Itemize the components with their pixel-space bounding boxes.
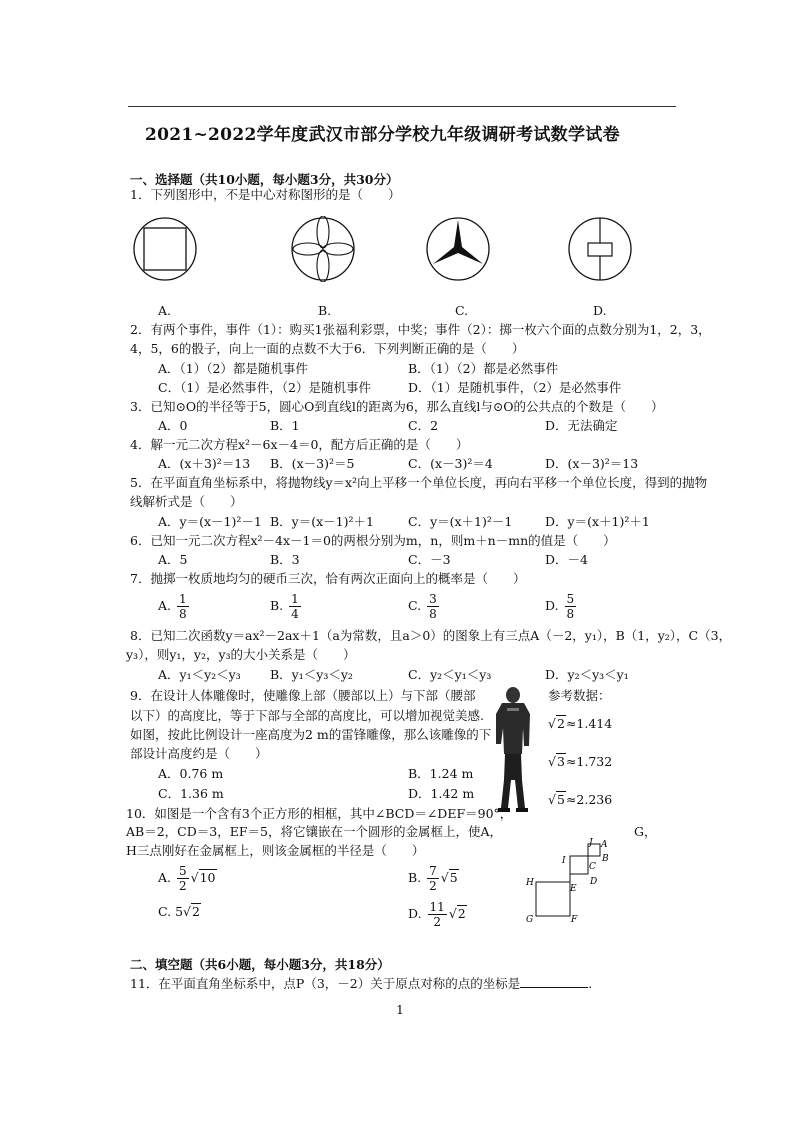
denominator: 8: [429, 607, 437, 621]
q1-figure-d: [567, 216, 633, 282]
question-stem: 部设计高度约是（ ）: [130, 746, 268, 761]
radicand: 2: [556, 716, 565, 731]
option-d: D．1.42 m: [408, 786, 475, 801]
denominator: 2: [179, 879, 187, 893]
fraction: [177, 592, 189, 621]
question-stem: y₃），则y₁，y₂，y₃的大小关系是（ ）: [126, 647, 356, 662]
option-b: B．y₁＜y₃＜y₂: [270, 667, 353, 682]
sqrt: √5: [440, 870, 458, 885]
point-label: E: [570, 884, 577, 894]
denominator: 4: [291, 607, 299, 621]
numerator: 1: [179, 592, 187, 606]
fraction: [427, 592, 439, 621]
question-stem: 4，5，6的骰子，向上一面的点数不大于6．下列判断正确的是（ ）: [130, 341, 525, 356]
option-d: D．无法确定: [545, 418, 618, 433]
point-label: G: [526, 915, 534, 925]
question-stem: 9．在设计人体雕像时，使雕像上部（腰部以上）与下部（腰部: [130, 688, 476, 703]
point-label: F: [571, 915, 578, 925]
radicand: 2: [192, 904, 200, 919]
question-text: 11．在平面直角坐标系中，点P（3，－2）关于原点对称的点的坐标是: [130, 976, 521, 991]
fraction: [427, 864, 439, 893]
option-label: C.: [158, 904, 172, 919]
sqrt: √2: [448, 906, 466, 921]
question-stem: 3．已知⊙O的半径等于5，圆心O到直线l的距离为6，那么直线l与⊙O的公共点的个数是（ ）: [130, 399, 664, 414]
reference-sqrt2: [548, 716, 612, 732]
option-b: B．（1）（2）都是必然事件: [408, 361, 559, 376]
option-a: [158, 864, 217, 893]
sqrt: √3: [548, 754, 565, 769]
option-c: C.: [455, 303, 469, 318]
option-b: [408, 864, 459, 893]
reference-sqrt5: [548, 792, 612, 808]
option-c: C．－3: [408, 552, 451, 567]
option-b: B．1.24 m: [408, 766, 474, 781]
option-c: C．2: [408, 418, 439, 433]
option-d: D．－4: [545, 552, 588, 567]
reference-title: 参考数据：: [548, 688, 611, 703]
question-stem: 10．如图是一个含有3个正方形的相框，其中∠BCD＝∠DEF＝90°，: [126, 806, 513, 821]
page-number: 1: [396, 1002, 404, 1017]
option-b: B．1: [270, 418, 300, 433]
radicand: 3: [556, 754, 565, 769]
option-a: A．5: [158, 552, 188, 567]
numerator: 7: [429, 864, 437, 878]
denominator: 8: [179, 607, 187, 621]
option-a: A．(x＋3)²＝13: [158, 456, 251, 471]
question-stem: 5．在平面直角坐标系中，将抛物线y＝x²向上平移一个单位长度，再向右平移一个单位长度，得到的抛物: [130, 475, 708, 490]
option-a: A．y₁＜y₂＜y₃: [158, 667, 241, 682]
question-stem: AB＝2，CD＝3，EF＝5，将它镶嵌在一个圆形的金属框上，使A，: [126, 824, 502, 839]
option-d: D．（1）是随机事件，（2）是必然事件: [408, 380, 622, 395]
question-stem: 线解析式是（ ）: [130, 494, 243, 509]
q1-figure-b: [290, 216, 356, 282]
point-label: H: [526, 878, 534, 888]
statue-figure: [489, 684, 537, 814]
numerator: 3: [429, 592, 437, 606]
option-a: A．0: [158, 418, 188, 433]
option-label: B.: [408, 870, 422, 885]
option-d: [545, 592, 578, 621]
numerator: 5: [566, 592, 575, 606]
option-b: B．3: [270, 552, 300, 567]
option-c: [408, 592, 441, 621]
reference-sqrt3: [548, 754, 612, 770]
radicand: 2: [457, 906, 466, 921]
fraction: [177, 864, 189, 893]
option-a: A．0.76 m: [158, 766, 224, 781]
question-stem: 如图，按此比例设计一座高度为2 m的雷锋雕像，那么该雕像的下: [130, 727, 492, 742]
option-label: B.: [270, 598, 284, 613]
option-c: [158, 904, 201, 920]
option-d: D．(x－3)²＝13: [545, 456, 639, 471]
point-label: D: [590, 877, 598, 887]
fraction: [289, 592, 301, 621]
approx-value: ≈2.236: [565, 792, 613, 807]
question-stem: H三点刚好在金属框上，则该金属框的半径是（ ）: [126, 843, 425, 858]
option-a: A.: [158, 303, 172, 318]
section-header: 二、填空题（共6小题，每小题3分，共18分）: [130, 957, 390, 972]
option-c: C．(x－3)²＝4: [408, 456, 493, 471]
radicand: 10: [199, 870, 216, 885]
question-stem: [130, 975, 592, 992]
question-stem: 1．下列图形中，不是中心对称图形的是（ ）: [130, 187, 401, 202]
option-c: C．1.36 m: [158, 786, 224, 801]
question-stem: 6．已知一元二次方程x²－4x－1＝0的两根分别为m，n，则m＋n－mn的值是（ ）: [130, 533, 616, 548]
page-title: 2021~2022学年度武汉市部分学校九年级调研考试数学试卷: [145, 125, 620, 145]
point-label: I: [562, 856, 566, 866]
question-stem: 8．已知二次函数y＝ax²－2ax＋1（a为常数，且a＞0）的图象上有三点A（－2，y₁），B（1，y₂），C（3，: [130, 628, 732, 643]
radicand: 5: [449, 870, 458, 885]
q1-figure-c: [425, 216, 491, 282]
denominator: 2: [433, 915, 441, 929]
numerator: 11: [429, 900, 445, 914]
question-stem: 7．抛掷一枚质地均匀的硬币三次，恰有两次正面向上的概率是（ ）: [130, 571, 526, 586]
option-b: B．(x－3)²＝5: [270, 456, 355, 471]
approx-value: ≈1.414: [565, 716, 613, 731]
option-b: B．y＝(x－1)²＋1: [270, 514, 374, 529]
option-a: A．（1）（2）都是随机事件: [158, 361, 308, 376]
option-b: [270, 592, 303, 621]
option-a: [158, 592, 191, 621]
question-stem: 2．有两个事件，事件（1）：购买1张福利彩票，中奖；事件（2）：掷一枚六个面的点数分别为1，2，3，: [130, 322, 711, 337]
option-d: [408, 900, 467, 929]
option-d: D．y＝(x＋1)²＋1: [545, 514, 650, 529]
point-label: B: [602, 854, 609, 864]
coefficient: 5: [175, 904, 184, 919]
q1-figure-a: [132, 216, 198, 282]
option-a: A．y＝(x－1)²－1: [158, 514, 262, 529]
sqrt: √2: [548, 716, 565, 731]
option-label: D.: [408, 906, 422, 921]
point-label: J: [589, 838, 593, 848]
point-label: A: [601, 840, 608, 850]
option-d: D.: [593, 303, 607, 318]
option-b: B.: [318, 303, 332, 318]
sqrt: √5: [548, 792, 565, 807]
radicand: 5: [556, 792, 565, 807]
question-stem: G，: [634, 824, 657, 839]
denominator: 2: [429, 879, 437, 893]
sqrt: √2: [183, 904, 200, 919]
denominator: 8: [566, 607, 575, 621]
option-label: D.: [545, 598, 559, 613]
fraction: [428, 900, 447, 929]
point-label: C: [589, 862, 596, 872]
option-label: C.: [408, 598, 422, 613]
fraction: [565, 592, 577, 621]
numerator: 1: [291, 592, 299, 606]
option-label: A.: [158, 870, 172, 885]
option-label: A.: [158, 598, 172, 613]
question-tail: .: [588, 976, 593, 991]
section-header: 一、选择题（共10小题，每小题3分，共30分）: [130, 172, 399, 187]
numerator: 5: [179, 864, 187, 878]
answer-blank[interactable]: [520, 975, 588, 988]
option-c: C．y₂＜y₁＜y₃: [408, 667, 492, 682]
question-stem: 以下）的高度比，等于下部与全部的高度比，可以增加视觉美感.: [130, 708, 484, 723]
squares-figure: [518, 836, 618, 928]
header-rule: [128, 106, 676, 107]
approx-value: ≈1.732: [565, 754, 613, 769]
question-stem: 4．解一元二次方程x²－6x－4＝0，配方后正确的是（ ）: [130, 437, 469, 452]
option-c: C．（1）是必然事件，（2）是随机事件: [158, 380, 371, 395]
option-c: C．y＝(x＋1)²－1: [408, 514, 513, 529]
sqrt: √10: [190, 870, 216, 885]
option-d: D．y₂＜y₃＜y₁: [545, 667, 629, 682]
